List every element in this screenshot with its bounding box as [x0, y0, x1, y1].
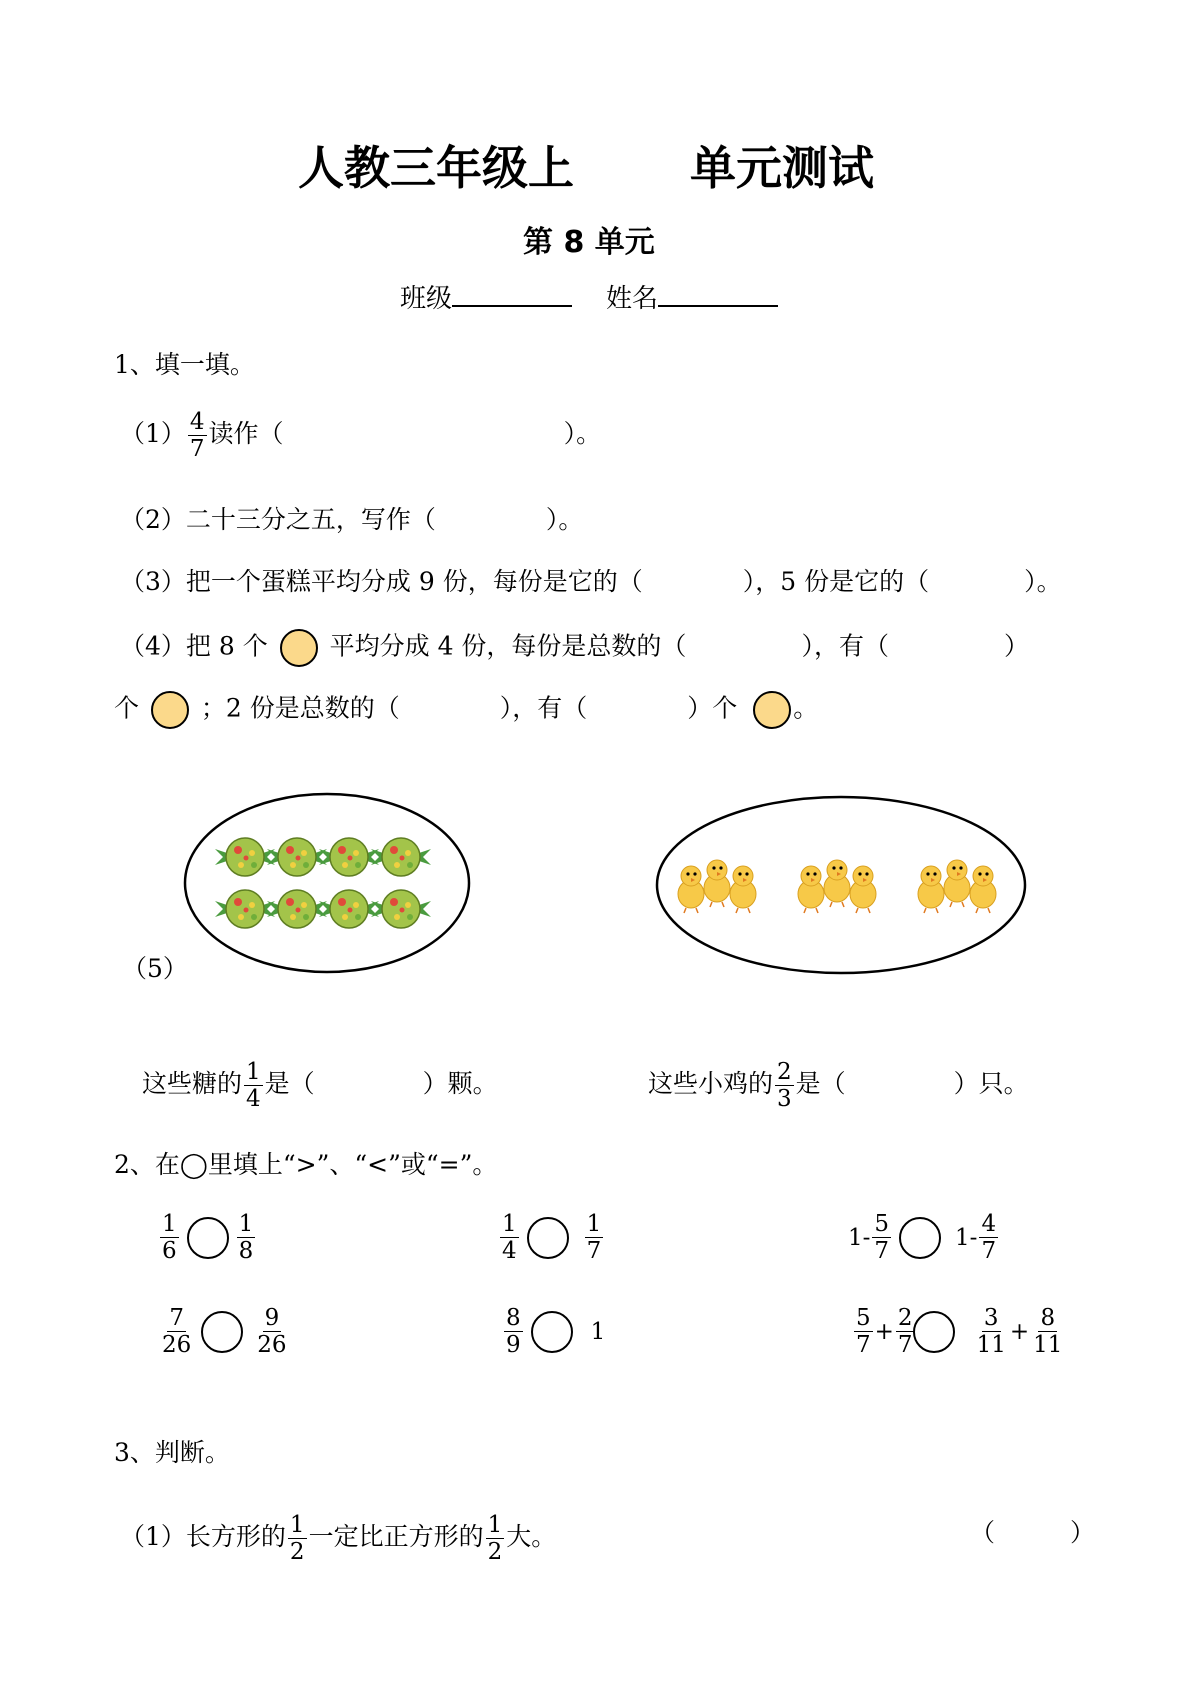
q3-item1: [120, 1513, 556, 1564]
q1-item4-text-g: ），有（: [499, 693, 588, 723]
fraction: $\frac{3}{11}$: [976, 1305, 1006, 1358]
judgement-answer[interactable]: （ ）: [970, 1518, 1096, 1547]
q1-item4-text-b: 平均分成 4 份，每份是总数的（: [329, 631, 687, 661]
q1-item4-line1: [120, 629, 1029, 667]
compare-item-6: [852, 1306, 1066, 1357]
name-blank[interactable]: [658, 305, 778, 307]
ball-icon: [280, 629, 318, 667]
q1-heading: 1、填一填。: [114, 350, 255, 379]
fraction: $\frac{9}{26}$: [257, 1305, 287, 1358]
fraction: $\frac{1}{7}$: [586, 1211, 602, 1264]
q3-item1-text-b: 一定比正方形的: [308, 1522, 484, 1551]
q1-item4-text-h: ）个: [687, 693, 738, 723]
page-title-right: 单元测试: [690, 141, 874, 195]
chick-text-a: 这些小鸡的: [648, 1069, 774, 1098]
unit-subtitle: 第 8 单元: [523, 225, 655, 260]
q3-heading: 3、判断。: [114, 1438, 230, 1467]
q1-item2-close: ）。: [545, 505, 584, 534]
chick-text-c: ）只。: [953, 1069, 1029, 1098]
fraction: $\frac{1}{8}$: [238, 1211, 254, 1264]
fraction: $\frac{2}{7}$: [897, 1305, 913, 1358]
chick-question: [648, 1060, 1029, 1111]
ball-icon: [753, 691, 791, 729]
compare-circle[interactable]: [187, 1217, 229, 1259]
fraction: $\frac{1}{4}$: [502, 1211, 517, 1264]
fraction: $\frac{5}{7}$: [856, 1305, 871, 1358]
candy-illustration: [183, 792, 471, 975]
fraction: $\frac{1}{4}$: [246, 1059, 261, 1112]
fraction: $\frac{2}{3}$: [777, 1059, 792, 1112]
compare-circle[interactable]: [527, 1217, 569, 1259]
fraction: $\frac{1}{2}$: [487, 1512, 503, 1565]
q1-item4-text-c: ），有（: [801, 631, 889, 661]
fraction: $\frac{4}{7}$: [981, 1211, 997, 1264]
compare-item-3: [848, 1212, 1000, 1263]
compare-item-4: [158, 1306, 291, 1357]
chick-text-b: 是（: [795, 1069, 846, 1098]
fraction: $\frac{1}{2}$: [289, 1512, 305, 1565]
page-title-left: 人教三年级上: [298, 141, 574, 195]
class-blank[interactable]: [452, 305, 572, 307]
fraction: $\frac{1}{6}$: [162, 1211, 177, 1264]
fraction: $\frac{8}{11}$: [1033, 1305, 1063, 1358]
q1-item3: [120, 567, 1062, 597]
q1-item2-text: （2）二十三分之五，写作（: [120, 505, 436, 534]
q2-heading: 2、在◯里填上“>”、“<”或“=”。: [114, 1150, 498, 1179]
class-name-line: [400, 284, 778, 314]
q1-item2: [120, 505, 583, 535]
q1-item1-close: ）。: [563, 419, 602, 448]
compare-circle[interactable]: [913, 1311, 955, 1353]
q1-item3-text-a: （3）把一个蛋糕平均分成 9 份，每份是它的（: [120, 567, 643, 596]
candy-text-b: 是（: [264, 1069, 315, 1098]
compare-item-5: [502, 1306, 605, 1357]
q1-item3-text-b: ），5 份是它的（: [742, 567, 930, 596]
fraction: $\frac{8}{9}$: [506, 1305, 521, 1358]
compare-circle[interactable]: [531, 1311, 573, 1353]
compare-circle[interactable]: [201, 1311, 243, 1353]
class-label: 班级: [400, 284, 453, 314]
q1-item4-text-f: ；2 份是总数的（: [200, 693, 400, 723]
q1-item4-text-i: 。: [793, 693, 819, 723]
candy-text-c: ）颗。: [422, 1069, 498, 1098]
q3-item1-text-c: 大。: [506, 1522, 557, 1551]
compare-circle[interactable]: [899, 1217, 941, 1259]
fraction: $\frac{7}{26}$: [162, 1305, 192, 1358]
chick-illustration: [655, 794, 1027, 976]
whole-number: 1: [590, 1318, 606, 1345]
name-label: 姓名: [606, 284, 659, 314]
q1-item1-text: 读作（: [208, 419, 284, 448]
q1-item4-line2: [114, 691, 818, 729]
ball-icon: [151, 691, 189, 729]
one-minus: 1-: [848, 1224, 871, 1251]
compare-item-1: [158, 1212, 257, 1263]
plus-sign: +: [874, 1318, 894, 1345]
fraction: $\frac{4}{7}$: [189, 409, 205, 462]
plus-sign: +: [1009, 1318, 1030, 1345]
q1-item4-text-d: ）: [1003, 631, 1029, 661]
candy-question: [142, 1060, 498, 1111]
q1-item4-text-e: 个: [114, 693, 140, 723]
one-minus: 1-: [955, 1224, 978, 1251]
q1-item1: [120, 410, 601, 461]
candy-text-a: 这些糖的: [142, 1069, 243, 1098]
fraction: $\frac{5}{7}$: [874, 1211, 890, 1264]
compare-item-2: [498, 1212, 605, 1263]
q1-item1-prefix: （1）: [120, 419, 186, 448]
q1-item5-label: （5）: [122, 954, 188, 983]
q1-item4-text-a: （4）把 8 个: [120, 631, 268, 661]
q3-item1-text-a: （1）长方形的: [120, 1522, 286, 1551]
q1-item3-text-c: ）。: [1024, 567, 1062, 596]
